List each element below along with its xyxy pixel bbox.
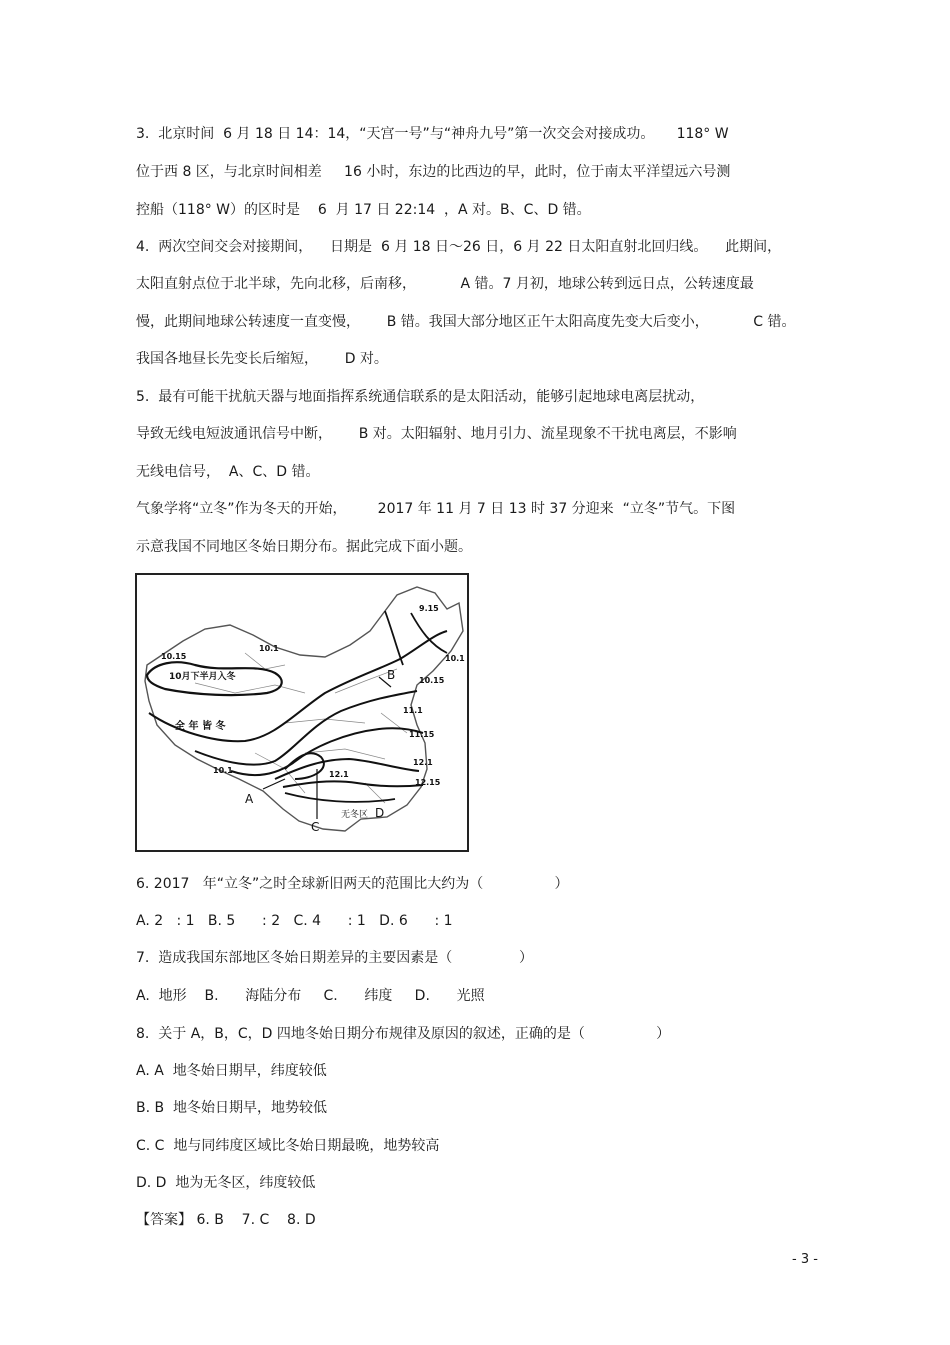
map-label: 10.1	[213, 766, 233, 775]
winter-start-map	[135, 573, 469, 852]
question-line: D. D 地为无冬区，纬度较低	[136, 1175, 316, 1191]
map-label: 10.15	[419, 676, 445, 685]
map-label: C	[311, 820, 320, 834]
question-line: 8. 关于 A，B，C，D 四地冬始日期分布规律及原因的叙述，正确的是（ ）	[136, 1026, 671, 1042]
map-label: 10月下半月入冬	[169, 672, 236, 682]
map-label: 10.15	[161, 652, 187, 661]
map-label: 12.1	[329, 770, 349, 779]
question-line: A. 地形 B. 海陆分布 C. 纬度 D. 光照	[136, 988, 485, 1004]
map-label: D	[375, 806, 385, 820]
paragraph-line: 太阳直射点位于北半球，先向北移，后南移， A 错。7 月初，地球公转到远日点，公转速度最	[136, 276, 754, 292]
question-line: A. 2 : 1 B. 5 : 2 C. 4 : 1 D. 6 : 1	[136, 913, 453, 929]
paragraph-line: 3. 北京时间 6 月 18 日 14：14，“天宫一号”与“神舟九号”第一次交会对接成功。 118° W	[136, 126, 729, 142]
map-label: 10.1	[445, 654, 465, 663]
map-label: 无冬区	[341, 810, 369, 820]
map-label: 11.15	[409, 730, 435, 739]
paragraph-line: 无线电信号， A、C、D 错。	[136, 464, 320, 480]
paragraph-line: 5. 最有可能干扰航天器与地面指挥系统通信联系的是太阳活动，能够引起地球电离层扰动，	[136, 389, 705, 405]
question-line: B. B 地冬始日期早，地势较低	[136, 1100, 328, 1116]
page-number: - 3 -	[792, 1252, 818, 1267]
question-line: 7. 造成我国东部地区冬始日期差异的主要因素是（ ）	[136, 950, 534, 966]
paragraph-line: 位于西 8 区，与北京时间相差 16 小时，东边的比西边的早，此时，位于南太平洋望远六号测	[136, 164, 731, 180]
map-label: 11.1	[403, 706, 423, 715]
map-label: 10.1	[259, 644, 279, 653]
answer-line: 【答案】 6. B 7. C 8. D	[136, 1212, 316, 1228]
paragraph-line: 导致无线电短波通讯信号中断， B 对。太阳辐射、地月引力、流星现象不干扰电离层，不影响	[136, 426, 737, 442]
map-label: 12.1	[413, 758, 433, 767]
paragraph-line: 4. 两次空间交会对接期间， 日期是 6 月 18 日～26 日，6 月 22 日太阳直射北回归线。 此期间，	[136, 239, 782, 255]
map-label: 全 年 皆 冬	[175, 721, 226, 732]
paragraph-line: 慢，此期间地球公转速度一直变慢， B 错。我国大部分地区正午太阳高度先变大后变小， C 错。	[136, 314, 796, 330]
paragraph-line: 我国各地昼长先变长后缩短， D 对。	[136, 351, 388, 367]
map-label: A	[245, 792, 254, 806]
paragraph-line: 气象学将“立冬”作为冬天的开始， 2017 年 11 月 7 日 13 时 37 分迎来 “立冬”节气。下图	[136, 501, 736, 517]
paragraph-line: 控船（118° W）的区时是 6 月 17 日 22:14 ，A 对。B、C、D 错。	[136, 202, 591, 218]
map-label: 12.15	[415, 778, 441, 787]
question-line: 6. 2017 年“立冬”之时全球新旧两天的范围比大约为（ ）	[136, 876, 569, 892]
question-line: C. C 地与同纬度区域比冬始日期最晚，地势较高	[136, 1138, 440, 1154]
question-line: A. A 地冬始日期早，纬度较低	[136, 1063, 327, 1079]
map-label: 9.15	[419, 604, 439, 613]
map-label: B	[387, 668, 396, 682]
paragraph-line: 示意我国不同地区冬始日期分布。据此完成下面小题。	[136, 539, 472, 555]
